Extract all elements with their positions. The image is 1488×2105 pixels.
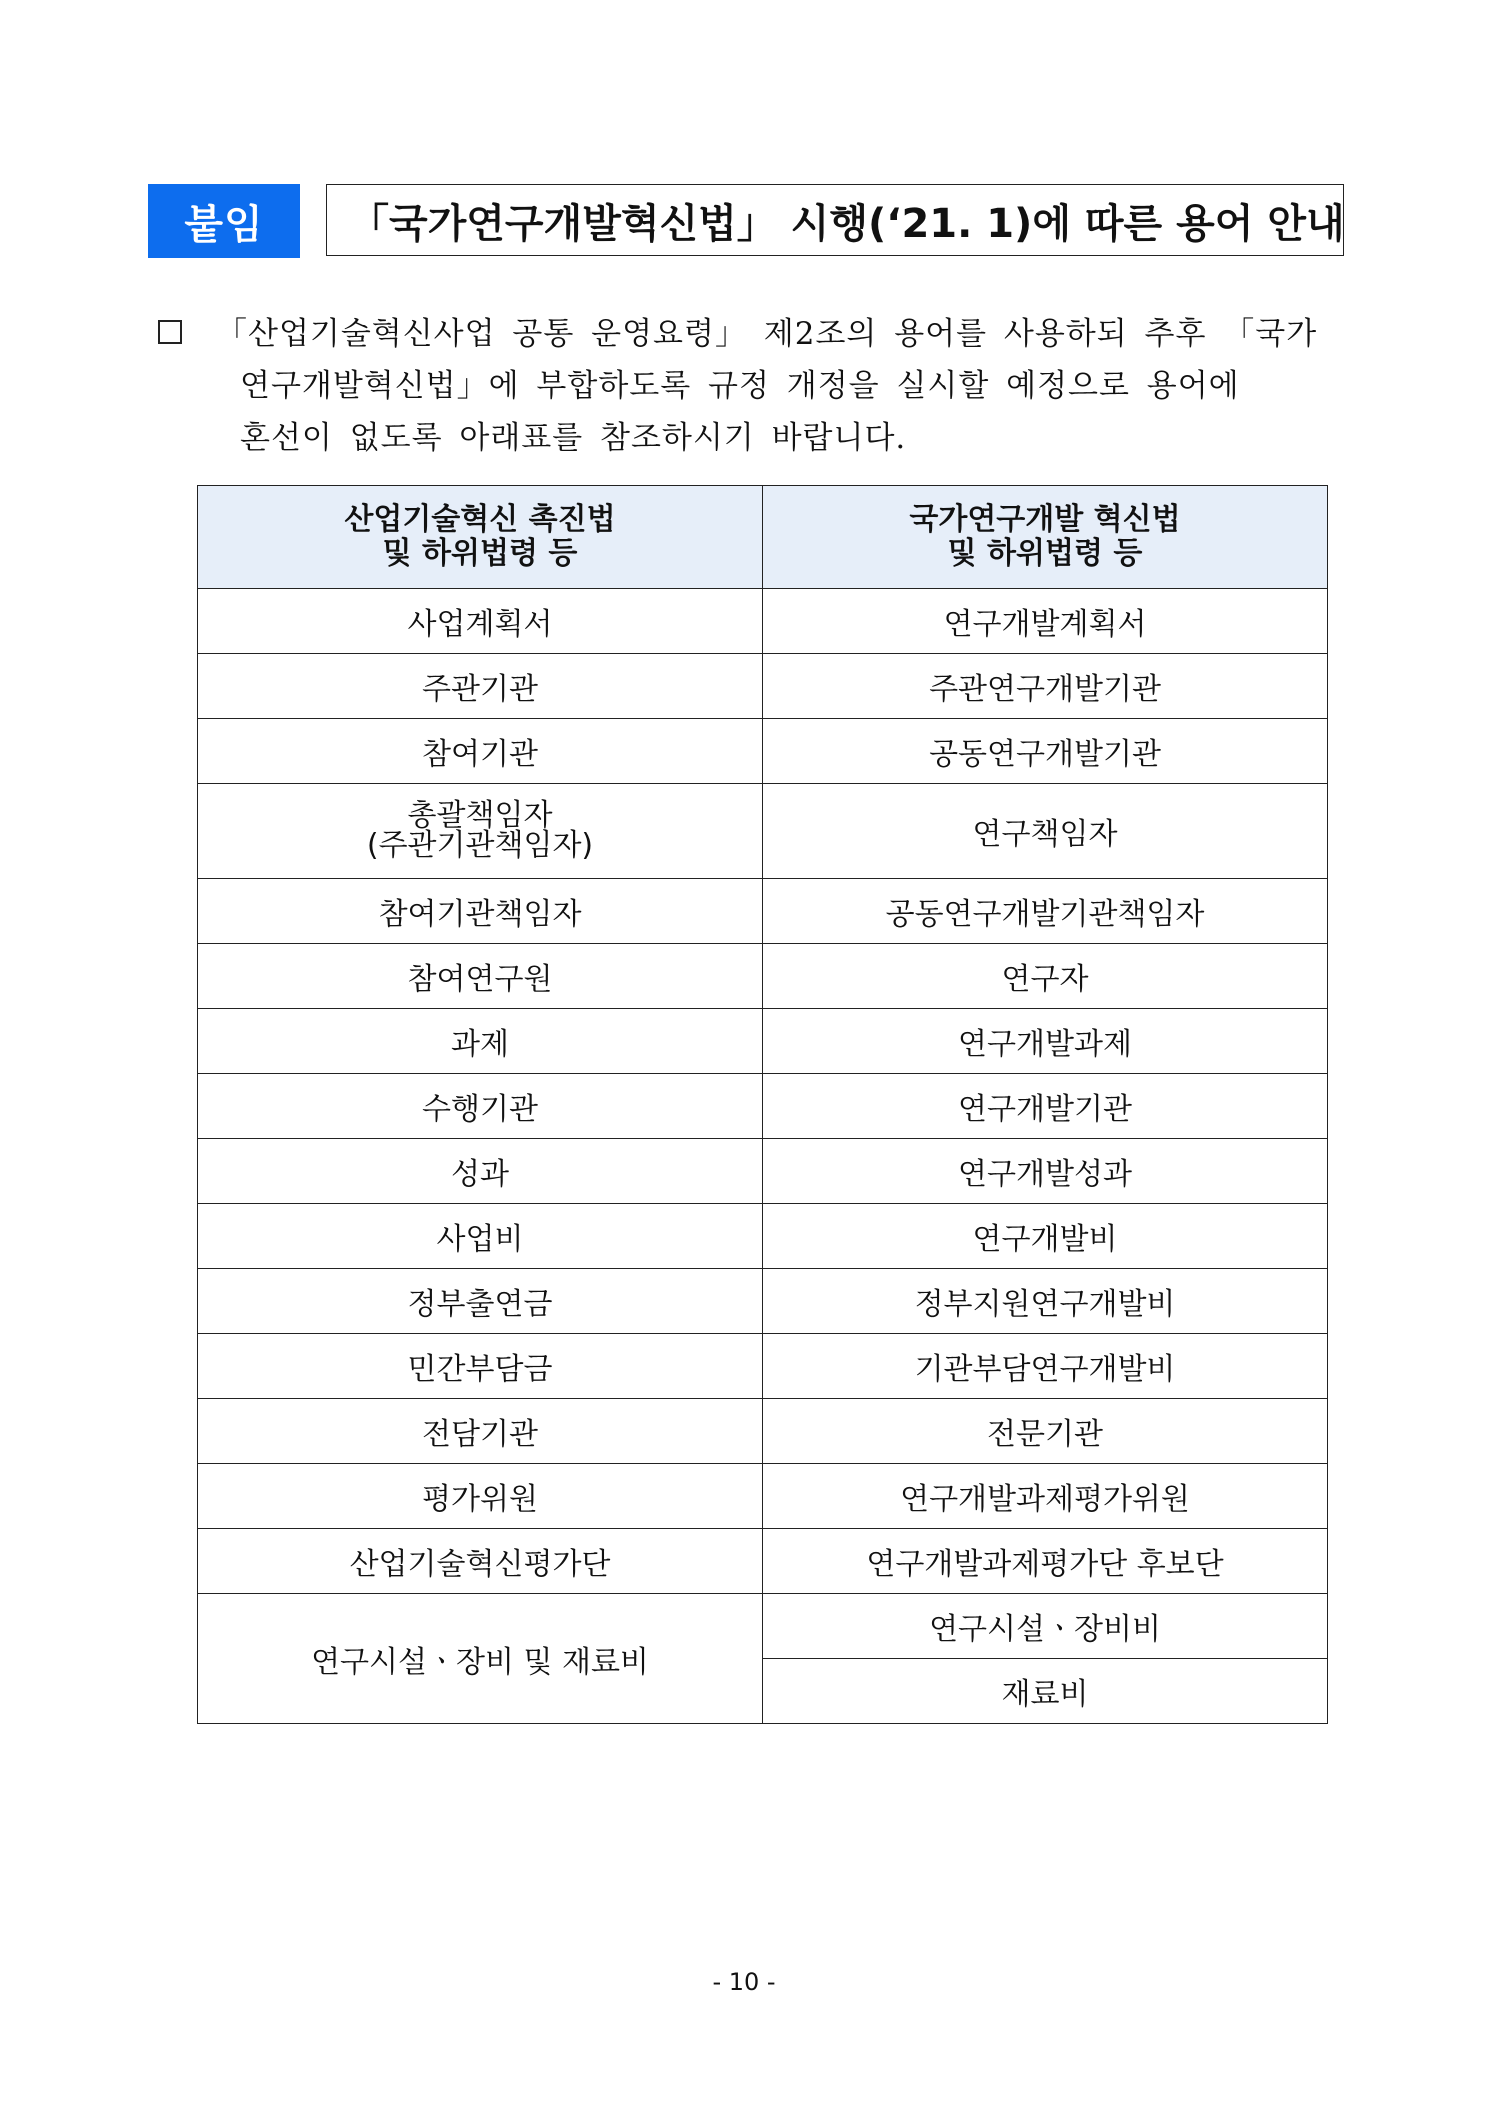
table-row — [198, 1594, 1328, 1659]
old-term-cell: 연구시설ㆍ장비 및 재료비 — [198, 1594, 763, 1724]
table-row — [198, 879, 1328, 944]
old-term-cell: 참여연구원 — [198, 944, 763, 1009]
header-industrial-tech-act: 산업기술혁신 촉진법 및 하위법령 등 — [198, 486, 763, 589]
new-term-cell: 연구개발비 — [763, 1204, 1328, 1269]
new-term-cell: 연구시설ㆍ장비비 — [763, 1594, 1328, 1659]
old-term-cell: 정부출연금 — [198, 1269, 763, 1334]
intro-line-2: 연구개발혁신법」에 부합하도록 규정 개정을 실시할 예정으로 용어에 — [240, 368, 1240, 404]
table-row — [198, 589, 1328, 654]
table-row — [198, 1334, 1328, 1399]
old-term-cell: 전담기관 — [198, 1399, 763, 1464]
old-term-cell: 수행기관 — [198, 1074, 763, 1139]
new-term-cell: 연구개발계획서 — [763, 589, 1328, 654]
intro-paragraph — [158, 308, 1350, 464]
table-row — [198, 784, 1328, 879]
table-row — [198, 1139, 1328, 1204]
new-term-cell: 정부지원연구개발비 — [763, 1269, 1328, 1334]
old-term-cell: 성과 — [198, 1139, 763, 1204]
old-term-cell: 총괄책임자 (주관기관책임자) — [198, 784, 763, 879]
old-term-cell: 참여기관책임자 — [198, 879, 763, 944]
new-term-cell: 연구책임자 — [763, 784, 1328, 879]
table-row — [198, 1204, 1328, 1269]
old-term-cell: 사업계획서 — [198, 589, 763, 654]
old-term-cell: 민간부담금 — [198, 1334, 763, 1399]
new-term-cell: 전문기관 — [763, 1399, 1328, 1464]
new-term-cell: 기관부담연구개발비 — [763, 1334, 1328, 1399]
intro-text — [216, 308, 1350, 464]
new-term-cell: 연구개발과제평가단 후보단 — [763, 1529, 1328, 1594]
table-row — [198, 1529, 1328, 1594]
new-term-cell: 재료비 — [763, 1659, 1328, 1724]
table-row — [198, 654, 1328, 719]
table-row — [198, 719, 1328, 784]
table-row — [198, 1074, 1328, 1139]
new-term-cell: 연구개발기관 — [763, 1074, 1328, 1139]
old-term-cell: 평가위원 — [198, 1464, 763, 1529]
new-term-cell: 공동연구개발기관 — [763, 719, 1328, 784]
page-number: - 10 - — [712, 1968, 776, 1996]
new-term-cell: 연구개발과제 — [763, 1009, 1328, 1074]
new-term-cell: 공동연구개발기관책임자 — [763, 879, 1328, 944]
page-header — [148, 184, 1346, 258]
intro-line-3: 혼선이 없도록 아래표를 참조하시기 바랍니다. — [240, 420, 907, 456]
header-national-rnd-act: 국가연구개발 혁신법 및 하위법령 등 — [763, 486, 1328, 589]
table-row — [198, 1399, 1328, 1464]
attachment-badge: 붙임 — [148, 184, 300, 258]
new-term-cell: 연구개발성과 — [763, 1139, 1328, 1204]
checkbox-bullet-icon — [158, 320, 182, 344]
new-term-cell: 연구개발과제평가위원 — [763, 1464, 1328, 1529]
intro-line-1: 「산업기술혁신사업 공통 운영요령」 제2조의 용어를 사용하되 추후 「국가 — [216, 316, 1318, 352]
table-header-row — [198, 486, 1328, 589]
table-row — [198, 1269, 1328, 1334]
table-row — [198, 944, 1328, 1009]
old-term-cell: 산업기술혁신평가단 — [198, 1529, 763, 1594]
old-term-cell: 참여기관 — [198, 719, 763, 784]
document-title: 「국가연구개발혁신법」 시행(‘21. 1)에 따른 용어 안내 — [326, 184, 1344, 256]
new-term-cell: 연구자 — [763, 944, 1328, 1009]
old-term-cell: 주관기관 — [198, 654, 763, 719]
table-row — [198, 1464, 1328, 1529]
old-term-cell: 사업비 — [198, 1204, 763, 1269]
old-term-cell: 과제 — [198, 1009, 763, 1074]
table-row — [198, 1009, 1328, 1074]
new-term-cell: 주관연구개발기관 — [763, 654, 1328, 719]
terms-table — [197, 485, 1328, 1724]
